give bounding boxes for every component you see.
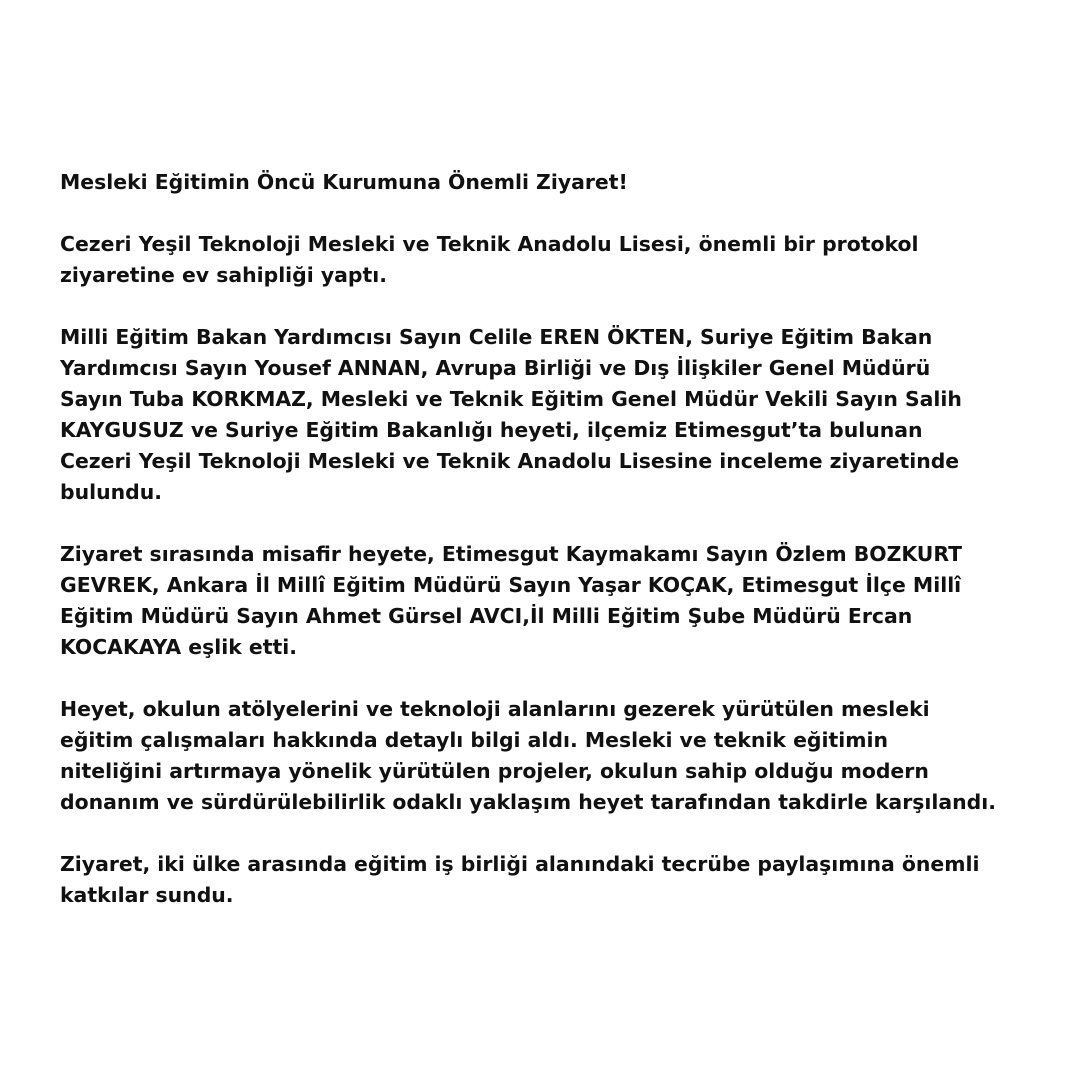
document-title — [60, 167, 1050, 198]
paragraph-1 — [60, 229, 1050, 291]
title-line: Mesleki Eğitimin Öncü Kurumuna Önemli Ziyaret! — [60, 170, 628, 194]
paragraph-line: Yardımcısı Sayın Yousef ANNAN, Avrupa Birliği ve Dış İlişkiler Genel Müdürü — [60, 356, 931, 380]
paragraph-line: Ziyaret sırasında misafir heyete, Etimesgut Kaymakamı Sayın Özlem BOZKURT — [60, 542, 963, 566]
paragraph-line: KAYGUSUZ ve Suriye Eğitim Bakanlığı heyeti, ilçemiz Etimesgut’ta bulunan — [60, 418, 923, 442]
paragraph-4 — [60, 694, 1050, 818]
paragraph-line: donanım ve sürdürülebilirlik odaklı yaklaşım heyet tarafından takdirle karşılandı. — [60, 790, 996, 814]
paragraph-line: eğitim çalışmaları hakkında detaylı bilgi aldı. Mesleki ve teknik eğitimin — [60, 728, 888, 752]
paragraph-line: bulundu. — [60, 480, 162, 504]
paragraph-line: Cezeri Yeşil Teknoloji Mesleki ve Teknik Anadolu Lisesine inceleme ziyaretinde — [60, 449, 960, 473]
paragraph-2 — [60, 322, 1050, 508]
document-body — [60, 167, 1050, 942]
paragraph-line: Cezeri Yeşil Teknoloji Mesleki ve Teknik Anadolu Lisesi, önemli bir protokol — [60, 232, 919, 256]
paragraph-line: katkılar sundu. — [60, 883, 234, 907]
paragraph-3 — [60, 539, 1050, 663]
paragraph-line: niteliğini artırmaya yönelik yürütülen projeler, okulun sahip olduğu modern — [60, 759, 929, 783]
paragraph-line: KOCAKAYA eşlik etti. — [60, 635, 297, 659]
paragraph-line: GEVREK, Ankara İl Millî Eğitim Müdürü Sayın Yaşar KOÇAK, Etimesgut İlçe Millî — [60, 573, 962, 597]
paragraph-line: Eğitim Müdürü Sayın Ahmet Gürsel AVCI,İl Milli Eğitim Şube Müdürü Ercan — [60, 604, 913, 628]
paragraph-line: Ziyaret, iki ülke arasında eğitim iş birliği alanındaki tecrübe paylaşımına önemli — [60, 852, 980, 876]
paragraph-5 — [60, 849, 1050, 911]
paragraph-line: Milli Eğitim Bakan Yardımcısı Sayın Celile EREN ÖKTEN, Suriye Eğitim Bakan — [60, 325, 933, 349]
paragraph-line: Heyet, okulun atölyelerini ve teknoloji alanlarını gezerek yürütülen mesleki — [60, 697, 930, 721]
paragraph-line: ziyaretine ev sahipliği yaptı. — [60, 263, 387, 287]
paragraph-line: Sayın Tuba KORKMAZ, Mesleki ve Teknik Eğitim Genel Müdür Vekili Sayın Salih — [60, 387, 962, 411]
